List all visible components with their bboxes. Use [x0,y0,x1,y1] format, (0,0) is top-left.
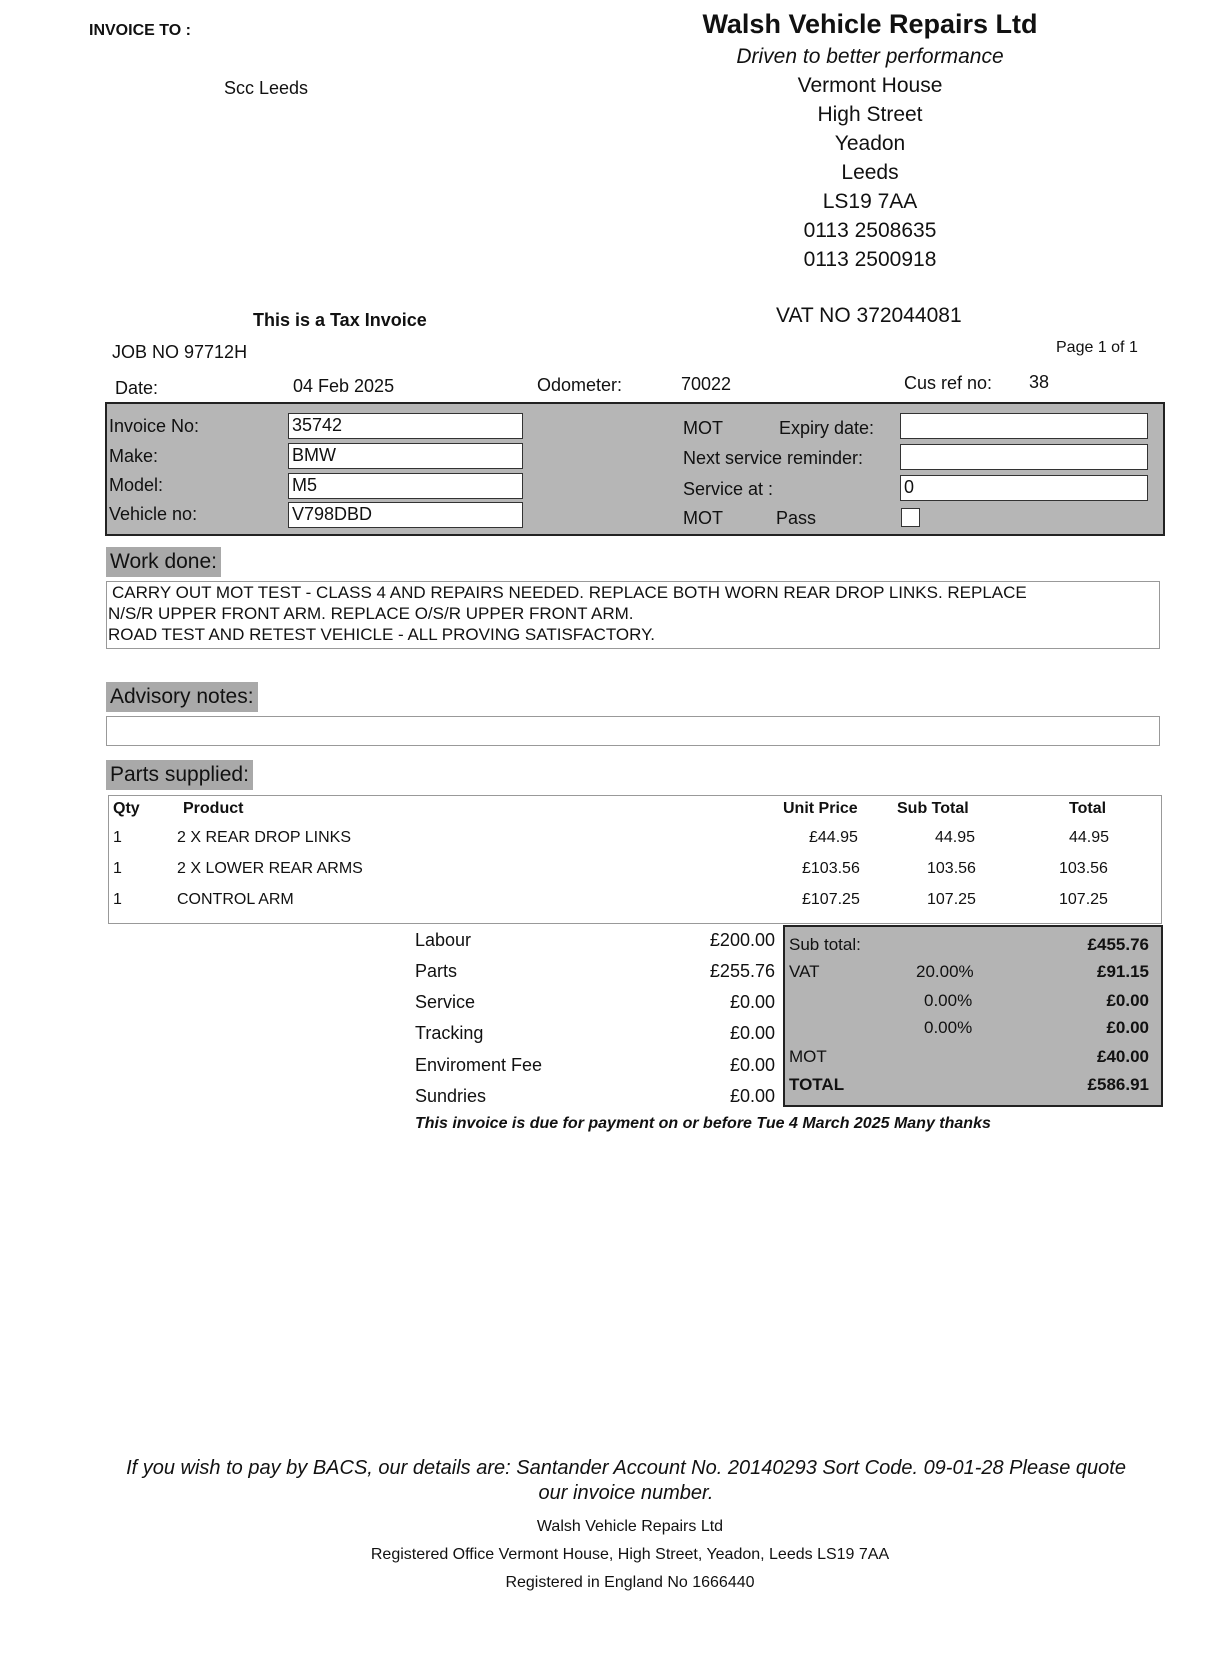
date-value: 04 Feb 2025 [293,376,395,396]
date-label: Date: [115,378,159,398]
charge-label: Sundries [415,1086,487,1106]
company-block [640,6,1100,274]
total: 103.56 [1059,860,1108,877]
odometer-value: 70022 [681,374,732,394]
charge-label: Tracking [415,1023,484,1043]
invoice-no-label: Invoice No: [109,416,200,436]
model-label: Model: [109,475,164,495]
advisory-notes-box [106,716,1160,746]
charge-label: Parts [415,961,458,981]
payment-due-note: This invoice is due for payment on or before Tue 4 March 2025 Many thanks [415,1115,991,1132]
rate-row [785,1018,1161,1046]
vat-rate: 20.00% [916,962,974,981]
product: 2 X REAR DROP LINKS [177,829,351,846]
total: 107.25 [1059,891,1108,908]
unit-price: £107.25 [802,891,860,908]
sub-total: 44.95 [935,829,976,846]
work-done-line: N/S/R UPPER FRONT ARM. REPLACE O/S/R UPPER FRONT ARM. [108,604,634,623]
job-number: JOB NO 97712H [112,342,248,362]
charge-label: Enviroment Fee [415,1055,543,1075]
vehicle-no-field: V798DBD [288,502,523,528]
charge-value: £200.00 [709,930,775,950]
expiry-date-field [900,413,1148,439]
mot-fee-label: MOT [789,1047,827,1066]
col-unit-price: Unit Price [783,800,858,817]
mot-fee-value: £40.00 [1097,1047,1149,1066]
charge-row [415,1086,775,1116]
footer-registered-office: Registered Office Vermont House, High Street, Yeadon, Leeds LS19 7AA [370,1546,890,1563]
next-service-field [900,444,1148,470]
rate-3: 0.00% [924,1018,973,1037]
col-product: Product [183,800,244,817]
work-done-line: CARRY OUT MOT TEST - CLASS 4 AND REPAIRS NEEDED. REPLACE BOTH WORN REAR DROP LINKS. REPLACE [112,583,1027,602]
rate-row [785,991,1161,1019]
charge-row [415,992,775,1022]
pass-label: Pass [776,508,817,528]
make-label: Make: [109,446,159,466]
odometer-label: Odometer: [537,375,623,395]
total-row [785,1075,1161,1103]
address-line: Leeds [841,161,899,184]
col-sub-total: Sub Total [897,800,969,817]
invoice-no-field: 35742 [288,413,523,439]
parts-supplied-header: Parts supplied: [106,760,253,790]
table-row [109,860,1161,890]
footer-registration-no: Registered in England No 1666440 [505,1574,755,1591]
mot-pass-checkbox [901,508,920,527]
vat-value: £91.15 [1097,962,1149,981]
qty: 1 [113,860,122,877]
work-done-line: ROAD TEST AND RETEST VEHICLE - ALL PROVING SATISFACTORY. [108,625,655,644]
charge-row [415,961,775,991]
product: 2 X LOWER REAR ARMS [177,860,363,877]
footer-company-name: Walsh Vehicle Repairs Ltd [536,1518,724,1535]
address-line: LS19 7AA [822,190,918,213]
charge-row [415,930,775,960]
charge-row [415,1055,775,1085]
invoice-to-label: INVOICE TO : [89,22,191,39]
unit-price: £103.56 [802,860,860,877]
charge-value: £0.00 [729,1055,775,1075]
parts-table [108,795,1162,924]
tax-invoice-label: This is a Tax Invoice [253,310,427,330]
subtotal-value: £455.76 [1087,935,1149,954]
service-at-label: Service at : [683,479,774,499]
sub-total: 107.25 [927,891,976,908]
product: CONTROL ARM [177,891,294,908]
total-label: TOTAL [789,1075,845,1094]
expiry-date-label: Expiry date: [779,418,875,438]
rate-3-value: £0.00 [1106,1018,1149,1037]
col-qty: Qty [113,800,140,817]
charge-row [415,1023,775,1053]
vehicle-no-label: Vehicle no: [109,504,198,524]
vat-number: VAT NO 372044081 [776,304,962,327]
charge-label: Labour [415,930,472,950]
vehicle-details-panel [105,402,1165,536]
address-line: Vermont House [797,74,943,97]
rate-2: 0.00% [924,991,973,1010]
charge-value: £0.00 [729,992,775,1012]
charge-value: £255.76 [709,961,775,981]
phone-line: 0113 2500918 [803,248,937,271]
work-done-text [106,581,1160,649]
total-value: £586.91 [1087,1075,1149,1094]
address-line: High Street [817,103,923,126]
cus-ref-label: Cus ref no: [904,373,993,393]
table-row [109,829,1161,859]
next-service-label: Next service reminder: [683,448,864,468]
rate-2-value: £0.00 [1106,991,1149,1010]
total: 44.95 [1069,829,1110,846]
mot-pass-label: MOT [683,508,723,528]
advisory-notes-header: Advisory notes: [106,682,258,712]
table-row [109,891,1161,921]
phone-line: 0113 2508635 [803,219,937,242]
vat-row [785,962,1161,990]
company-tagline: Driven to better performance [736,45,1004,68]
subtotal-label: Sub total: [789,935,861,954]
customer-name: Scc Leeds [224,78,309,98]
charge-value: £0.00 [729,1086,775,1106]
col-total: Total [1069,800,1107,817]
vat-label: VAT [789,962,820,981]
parts-table-header [109,800,1161,830]
subtotal-row [785,935,1161,963]
qty: 1 [113,829,122,846]
model-field: M5 [288,473,523,499]
qty: 1 [113,891,122,908]
mot-label: MOT [683,418,723,438]
work-done-header: Work done: [106,547,221,577]
service-at-field: 0 [900,475,1148,501]
sub-total: 103.56 [927,860,976,877]
charge-value: £0.00 [729,1023,775,1043]
company-name: Walsh Vehicle Repairs Ltd [702,9,1038,39]
totals-panel [783,925,1163,1107]
bacs-details: If you wish to pay by BACS, our details are: Santander Account No. 20140293 Sort Code. 09-01-28 Please quote our invoice number. [126,1457,1126,1504]
page-indicator: Page 1 of 1 [1056,339,1138,356]
make-field: BMW [288,443,523,469]
mot-row [785,1047,1161,1075]
address-line: Yeadon [834,132,906,155]
cus-ref-value: 38 [1029,372,1050,392]
charge-label: Service [415,992,476,1012]
unit-price: £44.95 [809,829,858,846]
